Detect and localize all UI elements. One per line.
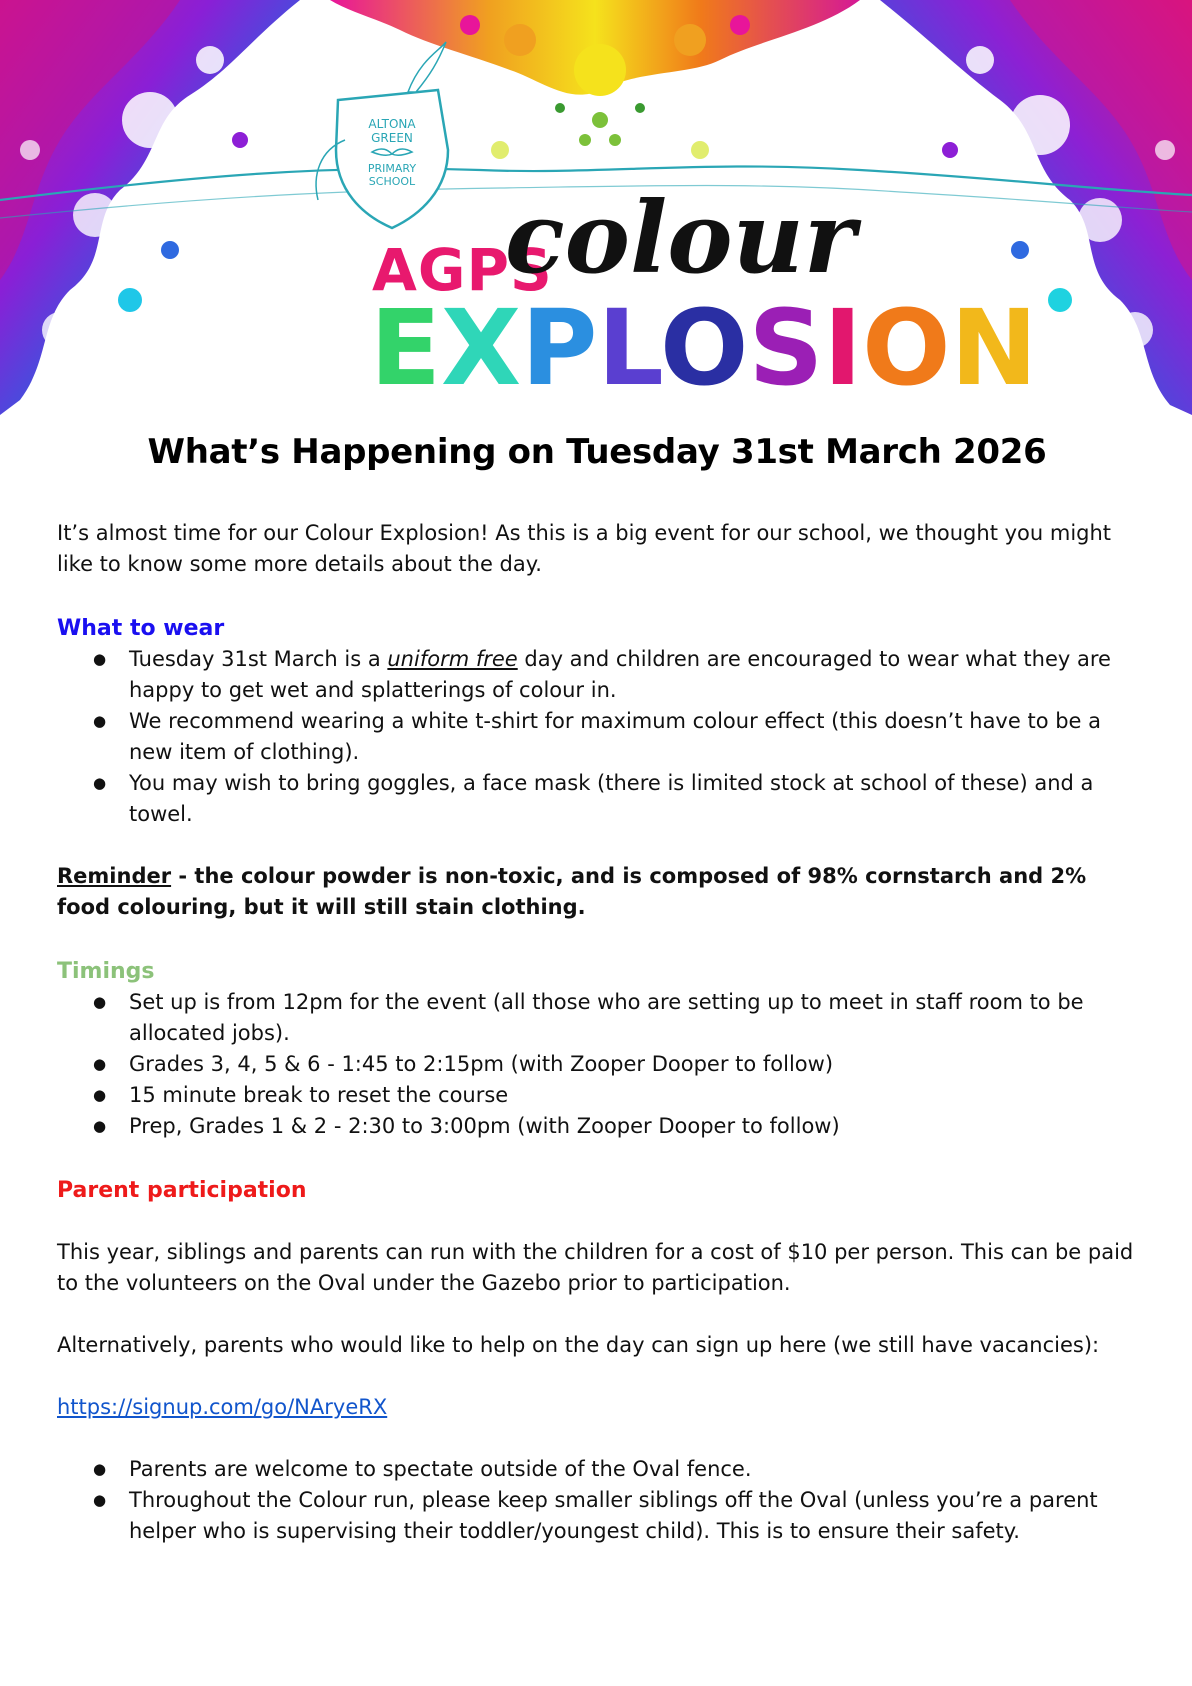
list-item: ● Throughout the Colour run, please keep smaller siblings off the Oval (unless you’re a parent helper who is supervising their toddler/youngest child). This is to ensure their safety.: [57, 1485, 1137, 1547]
list-item: ● We recommend wearing a white t-shirt for maximum colour effect (this doesn’t have to be a new item of clothing).: [57, 706, 1137, 768]
wordmark-letter: I: [823, 287, 863, 409]
timings-heading: Timings: [57, 959, 155, 984]
school-crest: [316, 42, 448, 228]
intro-paragraph: It’s almost time for our Colour Explosion! As this is a big event for our school, we thought you might like to know some more details about the day.: [57, 521, 1112, 576]
list-item: ● 15 minute break to reset the course: [57, 1080, 1137, 1111]
wordmark-letter: P: [521, 287, 598, 409]
list-item: ● Set up is from 12pm for the event (all those who are setting up to meet in staff room to be allocated jobs).: [57, 987, 1137, 1049]
header-banner: [0, 0, 1192, 415]
list-item: ● You may wish to bring goggles, a face mask (there is limited stock at school of these) and a towel.: [57, 768, 1137, 830]
wordmark-letter: S: [748, 287, 824, 409]
colour-splash-graphic: [0, 0, 1192, 415]
parent-paragraph-1: This year, siblings and parents can run with the children for a cost of $10 per person. This can be paid to the volunteers on the Oval under the Gazebo prior to participation.: [57, 1240, 1134, 1295]
crest-text-line4: SCHOOL: [368, 175, 416, 188]
what-to-wear-heading: What to wear: [57, 616, 225, 641]
wordmark-letter: O: [862, 287, 951, 409]
wordmark-letter: O: [660, 287, 749, 409]
crest-text-line2: GREEN: [371, 131, 413, 145]
document-body: [57, 432, 1137, 1547]
what-to-wear-list: [57, 644, 1137, 830]
wordmark-agps: AGPS: [372, 236, 553, 304]
uniform-free-emphasis: uniform free: [387, 647, 518, 671]
list-item: ● Parents are welcome to spectate outside of the Oval fence.: [57, 1454, 1137, 1485]
timings-list: [57, 987, 1137, 1142]
list-item: ● Grades 3, 4, 5 & 6 - 1:45 to 2:15pm (with Zooper Dooper to follow): [57, 1049, 1137, 1080]
list-item: ● Tuesday 31st March is a uniform free day and children are encouraged to wear what they are happy to get wet and splatterings of colour in.: [57, 644, 1137, 706]
reminder-label: Reminder: [57, 864, 172, 888]
crest-text-line3: PRIMARY: [367, 162, 417, 175]
parent-paragraph-2: Alternatively, parents who would like to help on the day can sign up here (we still have vacancies):: [57, 1333, 1100, 1357]
wordmark-letter: N: [950, 287, 1038, 409]
parent-participation-heading: Parent participation: [57, 1178, 307, 1203]
wordmark-explosion: [370, 287, 1038, 409]
wordmark-letter: X: [441, 287, 522, 409]
wordmark-letter: E: [370, 287, 442, 409]
list-item: ● Prep, Grades 1 & 2 - 2:30 to 3:00pm (with Zooper Dooper to follow): [57, 1111, 1137, 1142]
parent-list: [57, 1454, 1137, 1547]
reminder-paragraph: Reminder - the colour powder is non-toxic, and is composed of 98% cornstarch and 2% food colouring, but it will still stain clothing.: [57, 864, 1087, 919]
signup-link[interactable]: https://signup.com/go/NAryeRX: [57, 1395, 388, 1419]
event-wordmark: [370, 181, 1038, 409]
crest-text-line1: ALTONA: [368, 117, 416, 131]
wordmark-colour: colour: [505, 181, 856, 296]
page-title: What’s Happening on Tuesday 31st March 2026: [147, 432, 1047, 472]
wordmark-letter: L: [597, 287, 661, 409]
